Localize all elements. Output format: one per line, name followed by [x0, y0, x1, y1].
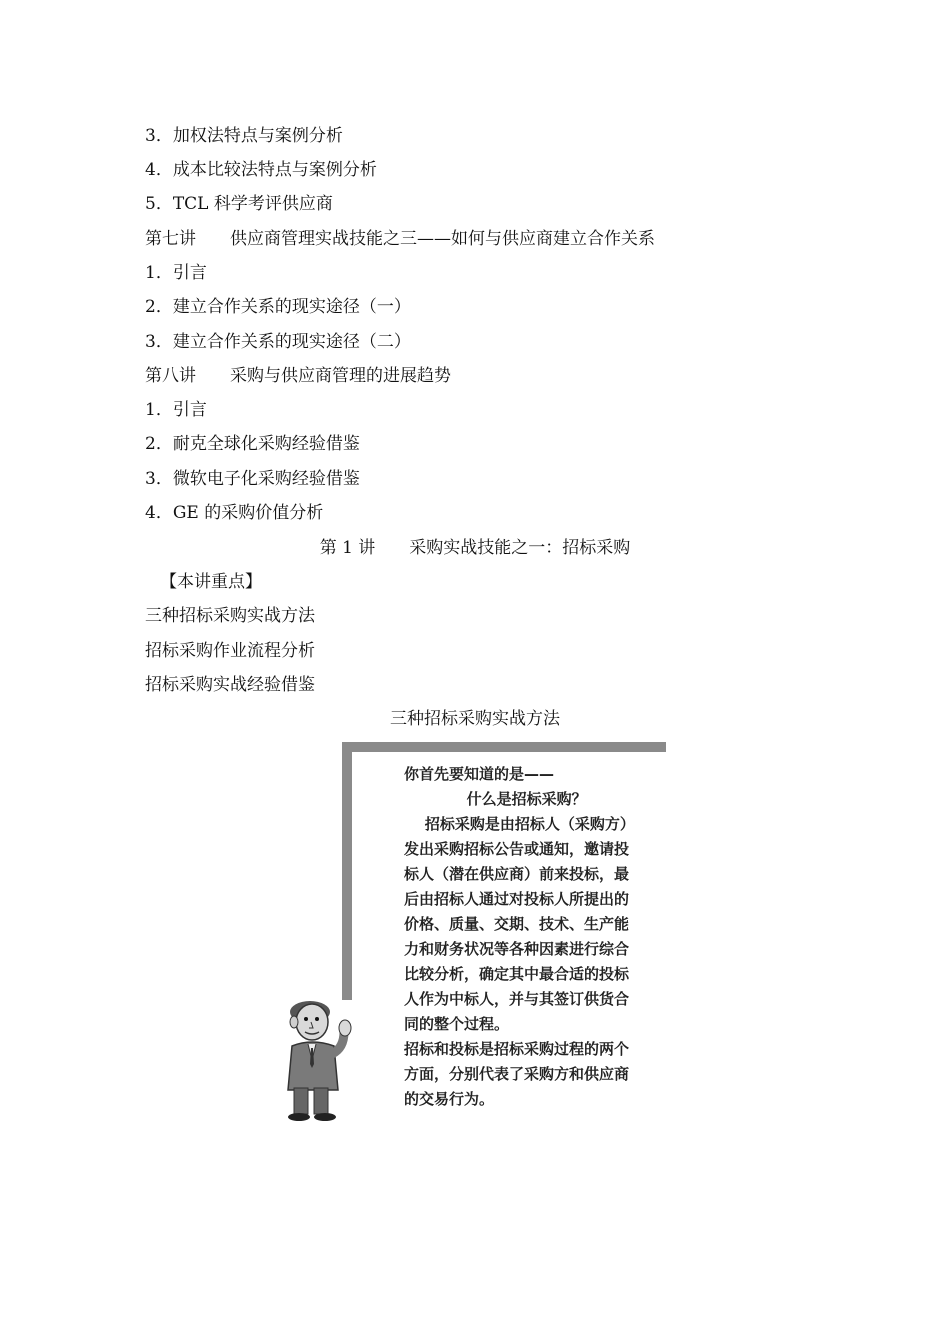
presenter-illustration: [282, 998, 362, 1122]
figure-text-line: 比较分析，确定其中最合适的投标: [404, 965, 630, 983]
figure-text-line: 什么是招标采购？: [404, 790, 587, 808]
toc-line: 3．微软电子化采购经验借鉴: [145, 469, 360, 489]
definition-text: [404, 762, 666, 1112]
figure-text-line: 人作为中标人，并与其签订供货合: [404, 990, 630, 1008]
toc-line: 1．引言: [145, 400, 207, 420]
figure-text-line: 价格、质量、交期、技术、生产能: [404, 915, 630, 933]
key-point-item: 三种招标采购实战方法: [145, 606, 315, 626]
figure-text-line: 后由招标人通过对投标人所提出的: [404, 890, 630, 908]
figure-text-line: 同的整个过程。: [404, 1015, 510, 1033]
toc-line: 5．TCL 科学考评供应商: [145, 194, 333, 214]
figure-text-line: 发出采购招标公告或通知，邀请投: [404, 840, 630, 858]
toc-line: 4．GE 的采购价值分析: [145, 503, 324, 523]
figure-text-line: 你首先要知道的是——: [404, 765, 555, 783]
toc-line: 2．耐克全球化采购经验借鉴: [145, 434, 360, 454]
frame-border-top: [342, 742, 666, 752]
frame-border-left: [342, 742, 352, 1000]
toc-line: 3．加权法特点与案例分析: [145, 126, 343, 146]
figure-text-line: 方面，分别代表了采购方和供应商: [404, 1065, 630, 1083]
figure-text-line: 的交易行为。: [404, 1090, 495, 1108]
key-points-heading: 【本讲重点】: [160, 572, 262, 592]
section-title: 三种招标采购实战方法: [390, 709, 560, 729]
key-point-item: 招标采购实战经验借鉴: [145, 675, 315, 695]
figure-text-line: 招标采购是由招标人（采购方）: [404, 815, 635, 833]
toc-lecture-heading: 第八讲 采购与供应商管理的进展趋势: [145, 366, 451, 386]
definition-figure: [282, 740, 672, 1130]
lecture-title: 第 1 讲 采购实战技能之一：招标采购: [319, 538, 631, 558]
toc-line: 2．建立合作关系的现实途径（一）: [145, 297, 411, 317]
key-point-item: 招标采购作业流程分析: [145, 641, 315, 661]
toc-line: 3．建立合作关系的现实途径（二）: [145, 332, 411, 352]
figure-text-line: 标人（潜在供应商）前来投标，最: [404, 865, 630, 883]
toc-lecture-heading: 第七讲 供应商管理实战技能之三——如何与供应商建立合作关系: [145, 229, 655, 249]
figure-text-line: 力和财务状况等各种因素进行综合: [404, 940, 630, 958]
toc-line: 4．成本比较法特点与案例分析: [145, 160, 377, 180]
toc-line: 1．引言: [145, 263, 207, 283]
figure-text-line: 招标和投标是招标采购过程的两个: [404, 1040, 630, 1058]
